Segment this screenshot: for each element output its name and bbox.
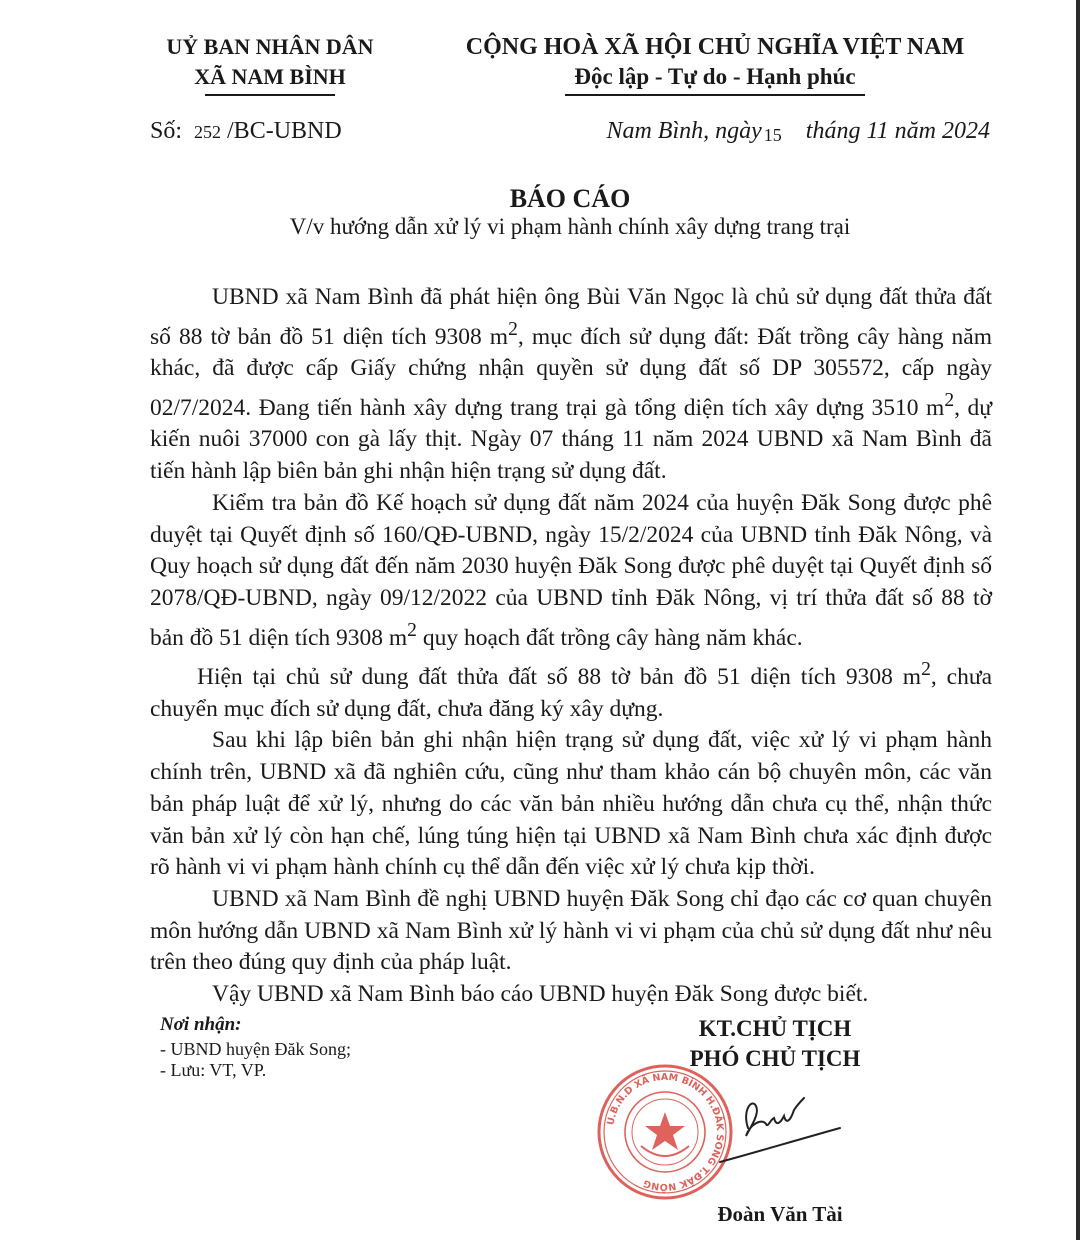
motto-underline xyxy=(565,94,865,96)
authority-line-2: XÃ NAM BÌNH xyxy=(194,64,346,89)
document-subtitle: V/v hướng dẫn xử lý vi phạm hành chính xây dựng trang trại xyxy=(289,214,851,239)
superscript: 2 xyxy=(944,389,955,411)
document-date xyxy=(580,118,990,146)
signer-line-1: KT.CHỦ TỊCH xyxy=(698,1016,852,1041)
nation-line-1: CỘNG HOÀ XÃ HỘI CHỦ NGHĨA VIỆT NAM xyxy=(465,34,965,60)
authority-line-1: UỶ BAN NHÂN DÂN xyxy=(166,34,374,59)
page-edge xyxy=(1076,0,1080,1240)
paragraph-4: Sau khi lập biên bản ghi nhận hiện trạng sử dụng đất, việc xử lý vi phạm hành chính trên, UBND xã đã nghiên cứu, cũng như tham khảo cán bộ chuyên môn, các văn bản pháp luật để xử lý, nhưng do các văn bản nhiều hướng dẫn chưa cụ thể, nhận thức văn bản xử lý còn hạn chế, lúng túng hiện tại UBND xã Nam Bình chưa xác định được rõ hành vi vi phạm hành chính cụ thể dẫn đến việc xử lý chưa kịp thời. xyxy=(150,727,992,881)
seal-text: U.B.N.D XÃ NAM BÌNH H.ĐĂK SONG T.ĐĂK NÔNG xyxy=(605,1071,726,1193)
date-prefix: Nam Bình, ngày xyxy=(606,118,762,144)
superscript: 2 xyxy=(407,619,417,641)
national-heading xyxy=(440,32,990,96)
superscript: 2 xyxy=(921,659,931,681)
p3-text-a: Hiện tại chủ sử dung đất thửa đất số 88 tờ bản đồ 51 diện tích 9308 m xyxy=(197,664,922,691)
date-rest: tháng 11 năm 2024 xyxy=(805,118,990,144)
document-number xyxy=(150,118,342,145)
paragraph-6: Vậy UBND xã Nam Bình báo cáo UBND huyện Đăk Song được biết. xyxy=(212,981,869,1008)
recipients-block xyxy=(160,1014,351,1081)
document-title: BÁO CÁO xyxy=(509,184,631,213)
seal-star xyxy=(645,1112,685,1150)
recipients-label: Nơi nhận: xyxy=(160,1014,242,1035)
p3-text-b: , chưa chuyển mục đích sử dụng đất, chưa đăng ký xây dựng. xyxy=(150,664,992,722)
signer-line-2: PHÓ CHỦ TỊCH xyxy=(689,1046,861,1071)
signer-name: Đoàn Văn Tài xyxy=(717,1202,843,1226)
authority-underline xyxy=(205,94,335,96)
p2-text-a: Kiểm tra bản đồ Kế hoạch sử dụng đất năm 2024 của huyện Đăk Song được phê duyệt tại Quyết định số 160/QĐ-UBND, ngày 15/2/2024 của UBND tỉnh Đăk Nông, và Quy hoạch sử dụng đất đến năm 2030 huyện Đăk Song được phê duyệt tại Quyết định số 2078/QĐ-UBND, ngày 09/12/2022 của UBND tỉnh Đăk Nông, vị trí thửa đất số 88 tờ bản đồ 51 diện tích 9308 m xyxy=(150,489,992,651)
issuing-authority xyxy=(120,32,420,96)
p1-text-a: UBND xã Nam Bình đã phát hiện ông Bùi Văn Ngọc là chủ sử dụng đất thửa đất số 88 tờ bản đồ 51 diện tích 9308 m xyxy=(150,284,992,350)
p2-text-b: quy hoạch đất trồng cây hàng năm khác. xyxy=(416,624,803,651)
recipient-item: - Lưu: VT, VP. xyxy=(160,1060,267,1080)
paragraph-1 xyxy=(150,282,992,488)
so-number: 252 xyxy=(194,122,222,142)
superscript: 2 xyxy=(508,318,518,340)
date-day: 15 xyxy=(763,125,782,145)
paragraph-2 xyxy=(150,488,992,654)
paragraph-5: UBND xã Nam Bình đề nghị UBND huyện Đăk Song chỉ đạo các cơ quan chuyên môn hướng dẫn UBND xã Nam Bình xử lý hành vi vi phạm của chủ sử dụng đất như nêu trên theo đúng quy định của pháp luật. xyxy=(150,885,992,976)
nation-line-2: Độc lập - Tự do - Hạnh phúc xyxy=(574,64,856,89)
so-label: Số: xyxy=(150,118,183,144)
paragraph-3 xyxy=(150,654,992,725)
p1-text-b: , mục đích sử dụng đất: Đất trồng cây hàng năm khác, đã được cấp Giấy chứng nhận quyền sử dụng đất số DP 305572, cấp ngày 02/7/2024. Đang tiến hành xây dựng trang trại gà tổng diện tích xây dựng 3510 m xyxy=(150,323,993,421)
so-code: /BC-UBND xyxy=(227,118,342,144)
p1-text-c: , dự kiến nuôi 37000 con gà lấy thịt. Ngày 07 tháng 11 năm 2024 UBND xã Nam Bình đã tiến hành lập biên bản ghi nhận hiện trạng sử dụng đất. xyxy=(150,394,992,485)
seal-emblem-base xyxy=(641,1146,689,1156)
handwritten-signature-icon xyxy=(690,1080,860,1170)
recipient-item: - UBND huyện Đăk Song; xyxy=(160,1039,351,1059)
document-body xyxy=(150,282,992,1011)
